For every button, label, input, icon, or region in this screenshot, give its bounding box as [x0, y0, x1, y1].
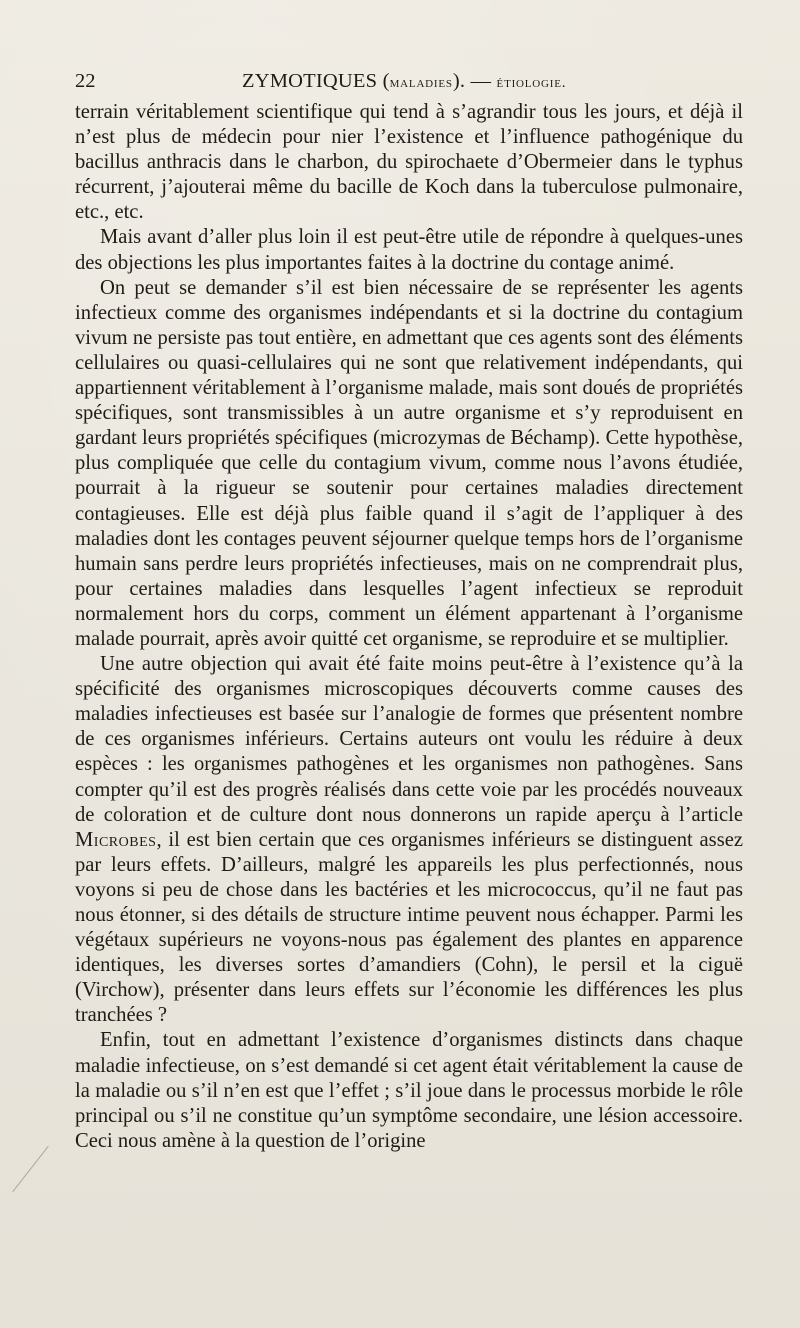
title-small-caps: maladies [389, 75, 453, 91]
paragraph-4-part-2: , il est bien certain que ces organismes inférieurs se distinguent assez par leurs effets. D’ailleurs, malgré les appareils les plus perfectionnés, nous voyons si peu de chose dans les bactéries et les micrococcus, qu’il ne faut pas nous étonner, si des détails de structure intime peuvent nous échapper. Parmi les végétaux supérieurs ne voyons-nous pas également des plantes en apparence identiques, les diverses sortes d’amandiers (Cohn), le persil et la ciguë (Virchow), présenter dans leurs effets sur l’économie les différences les plus tranchées ? [75, 828, 743, 1027]
title-main: ZYMOTIQUES ( [242, 70, 390, 92]
title-close: ). [452, 70, 466, 92]
running-header [75, 66, 743, 96]
paragraph-4-part-1: Une autre objection qui avait été faite moins peut-être à l’existence qu’à la spécificité des organismes microscopiques découverts comme causes des maladies infectieuses est basée sur l’analogie de formes que présentent nombre de ces organismes inférieurs. Certains auteurs ont voulu les réduire à deux espèces : les organismes pathogènes et les organismes non pathogènes. Sans compter qu’il est des progrès réalisés dans cette voie par les procédés nouveaux de coloration et de culture dont nous donnerons un rapide aperçu à l’article [75, 653, 743, 826]
section-title: étiologie. [496, 75, 567, 91]
paragraph-2: Mais avant d’aller plus loin il est peut-être utile de répondre à quelques-unes des objections les plus importantes faites à la doctrine du contage animé. [75, 226, 743, 274]
paragraph-1: terrain véritablement scientifique qui tend à s’agrandir tous les jours, et déjà il n’est plus de médecin pour nier l’existence et l’influence pathogénique du bacillus anthracis dans le charbon, du spirochaete d’Obermeier dans le typhus récurrent, j’ajouterai même du bacille de Koch dans la tuberculose pulmonaire, etc., etc. [75, 101, 743, 224]
paragraph-4 [75, 652, 743, 1028]
title-dash: — [465, 70, 497, 92]
body-text [75, 100, 743, 1154]
margin-mark [12, 1146, 48, 1192]
article-reference-microbes: Microbes [75, 828, 157, 851]
paragraph-5: Enfin, tout en admettant l’existence d’organismes distincts dans chaque maladie infectieuse, on s’est demandé si cet agent était véritablement la cause de la maladie ou s’il n’en est que l’effet ; s’il joue dans le processus morbide le rôle principal ou s’il ne constitue qu’un symptôme secondaire, une lésion accessoire. Ceci nous amène à la question de l’origine [75, 1029, 743, 1152]
page-number: 22 [75, 70, 96, 92]
running-title [242, 66, 566, 98]
paragraph-3: On peut se demander s’il est bien nécessaire de se représenter les agents infectieux comme des organismes indépendants et si la doctrine du contagium vivum ne persiste pas tout entière, en admettant que ces agents sont des éléments cellulaires ou quasi-cellulaires qui ne sont que relativement indépendants, qui appartiennent véritablement à l’organisme malade, mais sont doués de propriétés spécifiques, sont transmissibles à un autre organisme et s’y reproduisent en gardant leurs propriétés spécifiques (microzymas de Béchamp). Cette hypothèse, plus compliquée que celle du contagium vivum, comme nous l’avons étudiée, pourrait à la rigueur se soutenir pour certaines maladies directement contagieuses. Elle est déjà plus faible quand il s’agit de l’appliquer à des maladies dont les contages peuvent séjourner quelque temps hors de l’organisme humain sans perdre leurs propriétés infectieuses, mais on ne comprendrait plus, pour certaines maladies dans lesquelles l’agent infectieux se reproduit normalement hors du corps, comment un élément appartenant à l’organisme malade pourrait, après avoir quitté cet organisme, se reproduire et se multiplier. [75, 276, 743, 650]
